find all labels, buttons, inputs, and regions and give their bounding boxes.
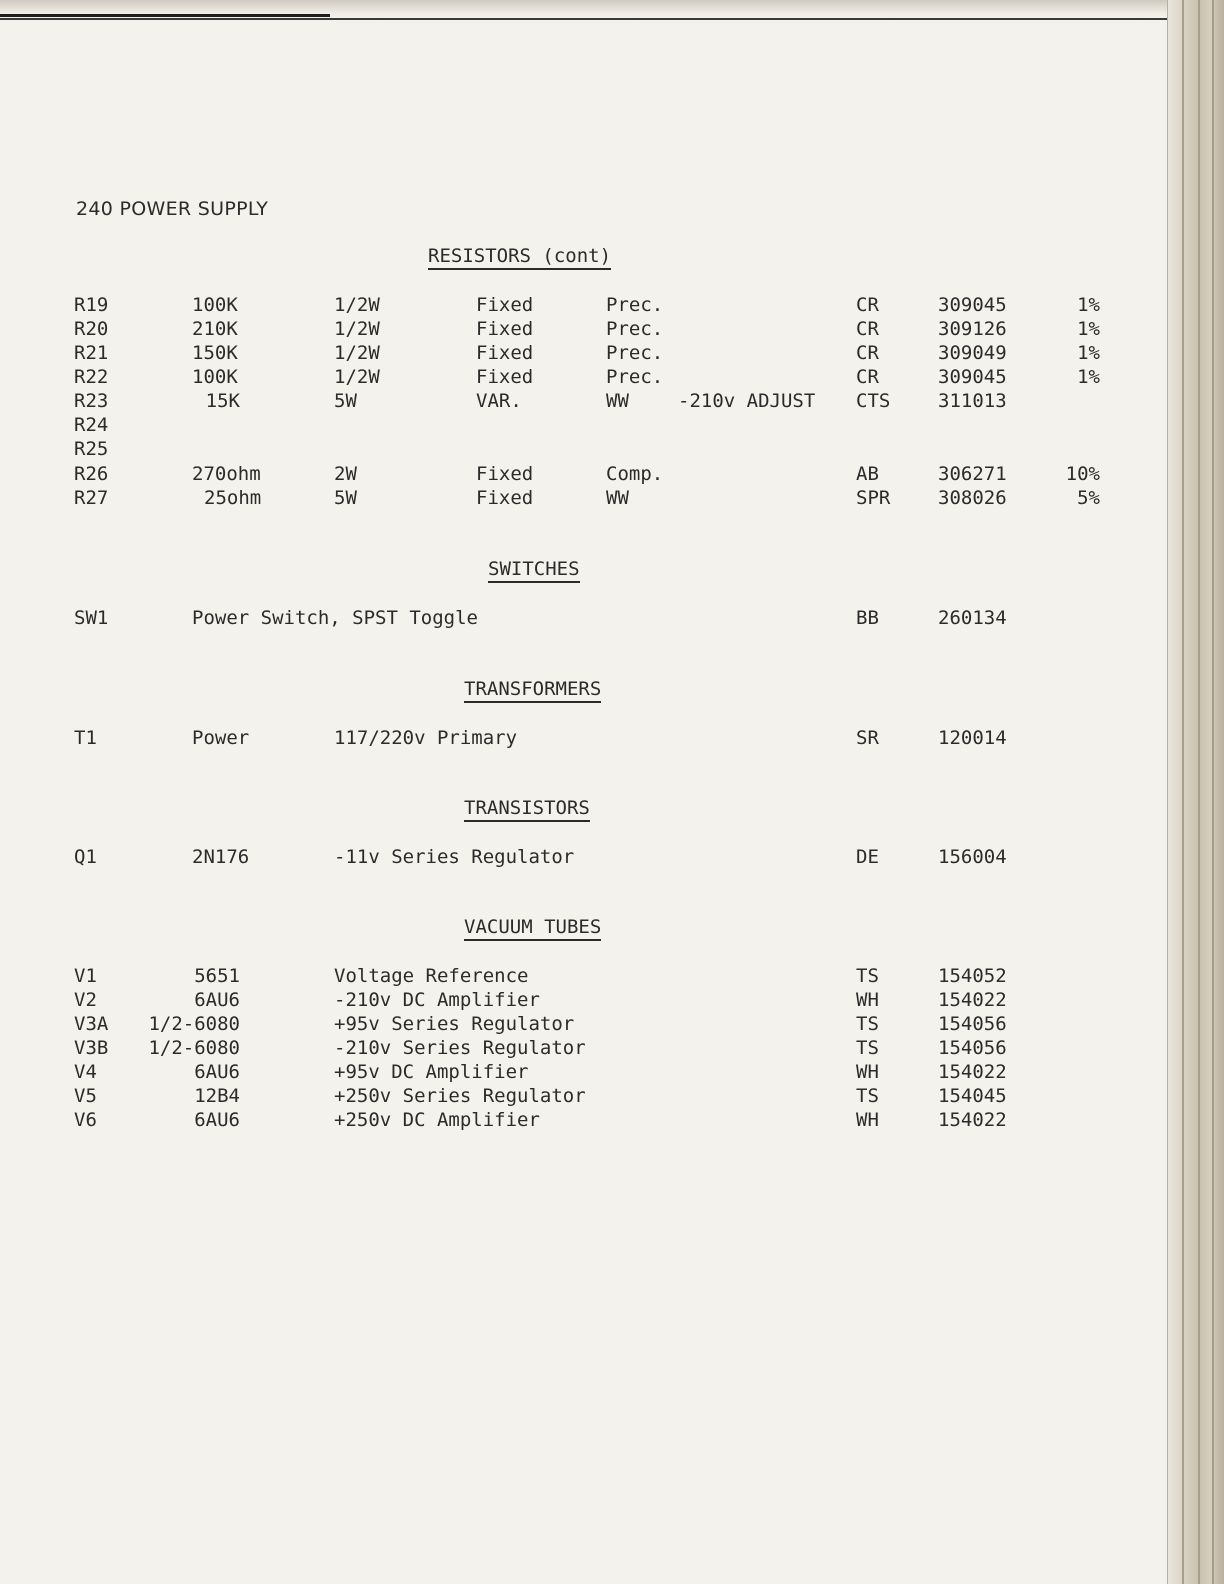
binder-line	[1212, 0, 1214, 1584]
part-number: 156004	[938, 846, 1007, 868]
table-row	[0, 1085, 1100, 1109]
vacuum-tubes-title: VACUUM TUBES	[464, 916, 601, 941]
material: Prec.	[606, 318, 664, 340]
manufacturer: BB	[856, 607, 879, 629]
part-number: 154056	[938, 1037, 1007, 1059]
part-number: 309045	[938, 366, 1007, 388]
description: +95v Series Regulator	[334, 1013, 575, 1035]
table-row	[0, 965, 1100, 989]
material: Prec.	[606, 294, 664, 316]
material: Comp.	[606, 463, 664, 485]
manufacturer: CR	[856, 318, 879, 340]
part-number: 154022	[938, 989, 1007, 1011]
transformers-title: TRANSFORMERS	[464, 678, 601, 703]
type: 2N176	[192, 846, 250, 868]
power: 1/2W	[334, 342, 380, 364]
table-row	[0, 463, 1100, 487]
table-row	[0, 846, 1100, 870]
manufacturer: SR	[856, 727, 879, 749]
part-number: 154022	[938, 1109, 1007, 1131]
type: Fixed	[476, 294, 534, 316]
manufacturer: WH	[856, 1061, 879, 1083]
table-row	[0, 366, 1100, 390]
material: WW	[606, 390, 629, 412]
ref: V4	[74, 1061, 97, 1083]
binder-edge	[1167, 0, 1224, 1584]
type: Fixed	[476, 366, 534, 388]
part-number: 260134	[938, 607, 1007, 629]
part-number: 309045	[938, 294, 1007, 316]
part-number: 311013	[938, 390, 1007, 412]
manufacturer: CR	[856, 342, 879, 364]
type: 12B4	[194, 1085, 240, 1107]
ref: R24	[74, 414, 109, 436]
type: Fixed	[476, 463, 534, 485]
power: 5W	[334, 487, 357, 509]
manufacturer: TS	[856, 1013, 879, 1035]
ref: R26	[74, 463, 109, 485]
type: 6AU6	[194, 1109, 240, 1131]
manufacturer: CR	[856, 294, 879, 316]
table-row	[0, 318, 1100, 342]
description: Power Switch, SPST Toggle	[192, 607, 478, 629]
manufacturer: DE	[856, 846, 879, 868]
description: -210v Series Regulator	[334, 1037, 586, 1059]
part-number: 154045	[938, 1085, 1007, 1107]
manufacturer: CTS	[856, 390, 891, 412]
ref: T1	[74, 727, 97, 749]
type: VAR.	[476, 390, 522, 412]
table-row	[0, 438, 1100, 462]
ref: V3A	[74, 1013, 109, 1035]
part-number: 154056	[938, 1013, 1007, 1035]
power: 2W	[334, 463, 357, 485]
value: 25ohm	[204, 487, 262, 509]
part-number: 154052	[938, 965, 1007, 987]
description: +95v DC Amplifier	[334, 1061, 529, 1083]
tolerance: 1%	[1077, 318, 1100, 340]
description: -210v DC Amplifier	[334, 989, 540, 1011]
type: Fixed	[476, 318, 534, 340]
tolerance: 1%	[1077, 294, 1100, 316]
table-row	[0, 1061, 1100, 1085]
type: 1/2-6080	[148, 1037, 240, 1059]
type: Fixed	[476, 487, 534, 509]
ref: V1	[74, 965, 97, 987]
part-number: 308026	[938, 487, 1007, 509]
manufacturer: TS	[856, 965, 879, 987]
power: 1/2W	[334, 366, 380, 388]
table-row	[0, 414, 1100, 438]
tolerance: 5%	[1077, 487, 1100, 509]
type: 1/2-6080	[148, 1013, 240, 1035]
ref: V3B	[74, 1037, 109, 1059]
ref: R22	[74, 366, 109, 388]
tolerance: 10%	[1065, 463, 1100, 485]
power: 1/2W	[334, 318, 380, 340]
material: Prec.	[606, 366, 664, 388]
description: 117/220v Primary	[334, 727, 518, 749]
table-row	[0, 1013, 1100, 1037]
value: 150K	[192, 342, 238, 364]
table-row	[0, 727, 1100, 751]
table-row	[0, 390, 1100, 414]
value: 15K	[205, 390, 240, 412]
power: 1/2W	[334, 294, 380, 316]
binder-line	[1198, 0, 1200, 1584]
manufacturer: TS	[856, 1085, 879, 1107]
description: -11v Series Regulator	[334, 846, 575, 868]
tolerance: 1%	[1077, 366, 1100, 388]
manufacturer: WH	[856, 1109, 879, 1131]
table-row	[0, 342, 1100, 366]
part-number: 309049	[938, 342, 1007, 364]
part-number: 120014	[938, 727, 1007, 749]
type: Fixed	[476, 342, 534, 364]
manufacturer: CR	[856, 366, 879, 388]
switches-title: SWITCHES	[488, 558, 580, 583]
ref: V6	[74, 1109, 97, 1131]
ref: V2	[74, 989, 97, 1011]
binder-line	[1182, 0, 1184, 1584]
value: 210K	[192, 318, 238, 340]
page-heading: 240 POWER SUPPLY	[76, 198, 269, 220]
table-row	[0, 607, 1100, 631]
table-row	[0, 1109, 1100, 1133]
ref: R21	[74, 342, 109, 364]
description: Voltage Reference	[334, 965, 529, 987]
manufacturer: TS	[856, 1037, 879, 1059]
tolerance: -210v ADJUST	[678, 390, 816, 412]
manufacturer: SPR	[856, 487, 891, 509]
transistors-title: TRANSISTORS	[464, 797, 590, 822]
description: +250v Series Regulator	[334, 1085, 586, 1107]
ref: R25	[74, 438, 109, 460]
value: 100K	[192, 294, 238, 316]
resistors-title: RESISTORS (cont)	[428, 245, 611, 270]
ref: R27	[74, 487, 109, 509]
material: WW	[606, 487, 629, 509]
ref: R23	[74, 390, 109, 412]
part-number: 306271	[938, 463, 1007, 485]
tolerance: 1%	[1077, 342, 1100, 364]
type: 6AU6	[194, 989, 240, 1011]
ref: R20	[74, 318, 109, 340]
page-top-edge-dark	[0, 0, 330, 17]
type: 6AU6	[194, 1061, 240, 1083]
ref: SW1	[74, 607, 109, 629]
table-row	[0, 294, 1100, 318]
material: Prec.	[606, 342, 664, 364]
ref: Q1	[74, 846, 97, 868]
value: 100K	[192, 366, 238, 388]
type: 5651	[194, 965, 240, 987]
manufacturer: AB	[856, 463, 879, 485]
power: 5W	[334, 390, 357, 412]
value: 270ohm	[192, 463, 261, 485]
table-row	[0, 487, 1100, 511]
table-row	[0, 1037, 1100, 1061]
part-number: 154022	[938, 1061, 1007, 1083]
ref: V5	[74, 1085, 97, 1107]
ref: R19	[74, 294, 109, 316]
table-row	[0, 989, 1100, 1013]
manufacturer: WH	[856, 989, 879, 1011]
type: Power	[192, 727, 250, 749]
part-number: 309126	[938, 318, 1007, 340]
description: +250v DC Amplifier	[334, 1109, 540, 1131]
